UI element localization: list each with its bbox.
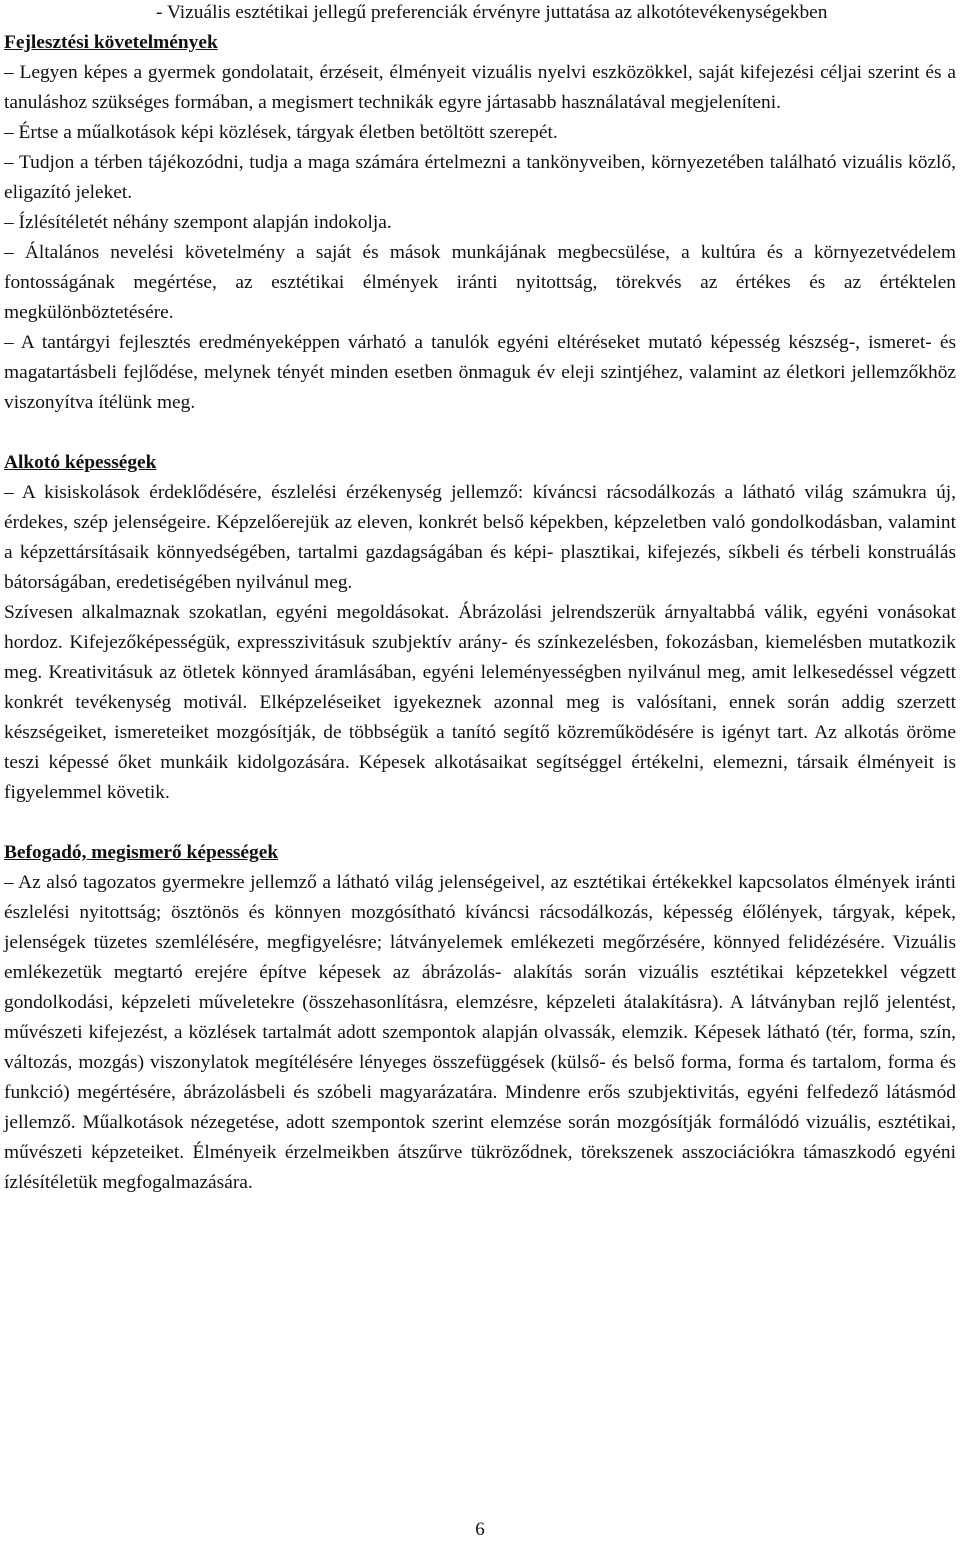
requirement-item: – Általános nevelési követelmény a saját és mások munkájának megbecsülése, a kultúra és a környezetvédelem fontosságának megértése, az esztétikai élmények iránti nyitottság, törekvés az értékes és az értéktelen megkülönböztetésére. (4, 242, 956, 323)
section-spacer (4, 808, 956, 838)
section-title-receptive-abilities: Befogadó, megismerő képességek (4, 842, 279, 863)
requirement-item: – Legyen képes a gyermek gondolatait, érzéseit, élményeit vizuális nyelvi eszközökkel, saját kifejezési céljai szerint és a tanuláshoz szükséges formában, a megismert technikák egyre jártasabb használatával megjeleníteni. (4, 62, 956, 113)
requirement-item: – Ízlésítéletét néhány szempont alapján indokolja. (4, 212, 392, 233)
paragraph: – A kisiskolások érdeklődésére, észlelési érzékenység jellemző: kíváncsi rácsodálkozás a látható világ számukra új, érdekes, szép jelenségeire. Képzelőerejük az eleven, konkrét belső képekben, képzeletben való gondolkodásban, valamint a képzettársításaik könnyedségében, tartalmi gazdagságában és képi- plasztikai, kifejezés, síkbeli és térbeli konstruálás bátorságában, eredetiségében nyilvánul meg. (4, 482, 956, 593)
section-title-development-requirements: Fejlesztési követelmények (4, 32, 218, 53)
section-title-creative-abilities: Alkotó képességek (4, 452, 157, 473)
page-number: 6 (475, 1519, 485, 1540)
requirement-item: – A tantárgyi fejlesztés eredményeképpen várható a tanulók egyéni eltéréseket mutató képesség készség-, ismeret- és magatartásbeli fejlődése, melynek tényét minden esetben önmaguk év eleji szintjéhez, valamint az életkori jellemzőkhöz viszonyítva ítélünk meg. (4, 332, 956, 413)
section-spacer (4, 418, 956, 448)
requirement-item: – Értse a műalkotások képi közlések, tárgyak életben betöltött szerepét. (4, 122, 558, 143)
document-page (4, 0, 956, 1198)
paragraph: Szívesen alkalmaznak szokatlan, egyéni megoldásokat. Ábrázolási jelrendszerük árnyaltabbá válik, egyéni vonásokat hordoz. Kifejezőképességük, expresszivitásuk szubjektív arány- és színkezelésben, fokozásban, kiemelésben mutatkozik meg. Kreativitásuk az ötletek könnyed áramlásában, egyéni leleményességben nyilvánul meg, amit lelkesedéssel végzett konkrét tevékenység motivál. Elképzeléseiket igyekeznek azonnal meg is valósítani, ennek során addig szerzett készségeiket, ismereteiket mozgósítják, de többségük a tanító segítő közreműködésére is igényt tart. Az alkotás öröme teszi képessé őket munkáik kidolgozására. Képesek alkotásaikat segítséggel értékelni, elemezni, társaik élményeit is figyelemmel követik. (4, 602, 956, 803)
list-item-visual-preferences: - Vizuális esztétikai jellegű preferenciák érvényre juttatása az alkotótevékenységekben (156, 2, 828, 23)
paragraph: – Az alsó tagozatos gyermekre jellemző a látható világ jelenségeivel, az esztétikai értékekkel kapcsolatos élmények iránti észlelési nyitottság; ösztönös és könnyen mozgósítható kíváncsi rácsodálkozás, képesség élőlények, tárgyak, képek, jelenségek tüzetes szemlélésére, megfigyelésre; látványelemek emlékezeti megőrzésére, könnyed felidézésére. Vizuális emlékezetük megtartó erejére építve képesek az ábrázolás- alakítás során vizuális esztétikai képzetekkel végzett gondolkodási, képzeleti műveletekre (összehasonlításra, elemzésre, képzeleti átalakításra). A látványban rejlő jelentést, művészeti kifejezést, a közlések tartalmát adott szempontok alapján olvassák, elemzik. Képesek látható (tér, forma, szín, változás, mozgás) viszonylatok megítélésére lényeges összefüggések (külső- és belső forma, forma és tartalom, forma és funkció) megértésére, ábrázolásbeli és szóbeli magyarázatára. Mindenre erős szubjektivitás, egyéni felfedező látásmód jellemző. Műalkotások nézegetése, adott szempontok szerint elemzése során mozgósítják formálódó vizuális, esztétikai, művészeti képzeteiket. Élményeik érzelmeikben átszűrve tükröződnek, törekszenek asszociációkra támaszkodó egyéni ízlésítéletük megfogalmazására. (4, 872, 956, 1193)
requirement-item: – Tudjon a térben tájékozódni, tudja a maga számára értelmezni a tankönyveiben, környezetében található vizuális közlő, eligazító jeleket. (4, 152, 956, 203)
